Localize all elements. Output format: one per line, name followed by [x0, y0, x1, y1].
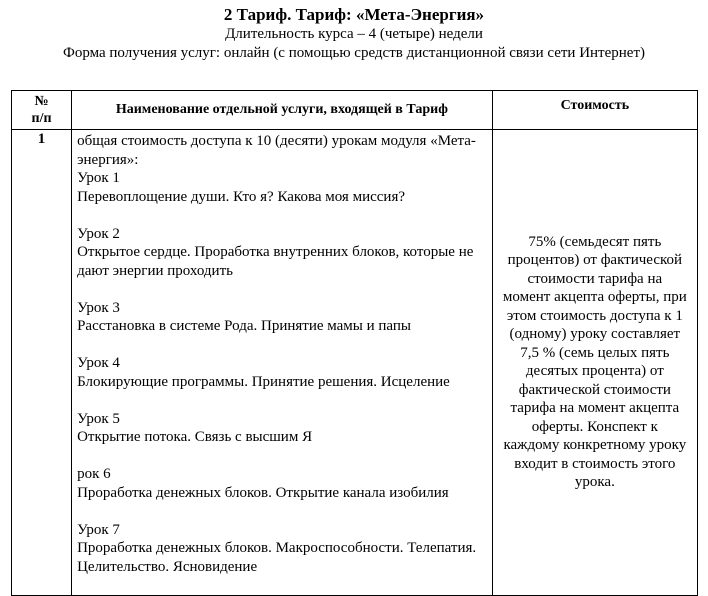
- lesson-label: Урок 3: [77, 299, 120, 316]
- column-header-cost: Стоимость: [492, 91, 697, 130]
- table-header-row: [12, 91, 698, 130]
- lesson-label: Урок 5: [77, 410, 120, 427]
- lesson-item: [77, 354, 488, 391]
- column-header-number-line1: №: [34, 94, 49, 109]
- lesson-label: Урок 7: [77, 521, 120, 538]
- course-duration: Длительность курса – 4 (четыре) недели: [225, 26, 483, 42]
- tariff-title: 2 Тариф. Тариф: «Мета-Энергия»: [223, 5, 485, 24]
- column-header-service-name: Наименование отдельной услуги, входящей в Тариф: [72, 91, 493, 130]
- lesson-text: Расстановка в системе Рода. Принятие мамы и папы: [77, 318, 411, 334]
- lesson-label: Урок 1: [77, 170, 120, 186]
- lesson-text: Проработка денежных блоков. Открытие канала изобилия: [77, 484, 449, 501]
- lesson-item: [77, 521, 488, 577]
- lesson-text: Перевоплощение души. Кто я? Какова моя миссия?: [77, 188, 406, 205]
- service-description: [72, 130, 493, 596]
- table-row: [12, 130, 698, 596]
- lesson-label: Урок 2: [77, 225, 120, 242]
- lesson-item: [77, 410, 488, 447]
- lesson-item: [77, 169, 488, 206]
- document-header: [0, 5, 708, 63]
- service-intro: общая стоимость доступа к 10 (десяти) урокам модуля «Мета-энергия»:: [77, 133, 476, 168]
- lesson-item: [77, 225, 488, 281]
- lesson-label: рок 6: [77, 466, 111, 482]
- lesson-item: [77, 299, 488, 336]
- lesson-label: Урок 4: [77, 355, 120, 371]
- column-header-number-line2: п/п: [31, 111, 52, 126]
- lesson-text: Проработка денежных блоков. Макроспособности. Телепатия. Целительство. Ясновидение: [77, 540, 477, 575]
- tariff-table: [11, 90, 698, 596]
- lesson-item: [77, 465, 488, 502]
- lesson-text: Открытое сердце. Проработка внутренних блоков, которые не дают энергии проходить: [77, 244, 474, 279]
- lesson-text: Открытие потока. Связь с высшим Я: [77, 429, 313, 445]
- column-header-number: [12, 91, 72, 130]
- lesson-text: Блокирующие программы. Принятие решения. Исцеление: [77, 373, 450, 390]
- service-cost: 75% (семьдесят пять процентов) от фактической стоимости тарифа на момент акцепта оферты, при этом стоимость доступа к 1 (одному) уроку составляет 7,5 % (семь целых пять десятых процента) от фактической стоимости тарифа на момент акцепта оферты. Конспект к каждому конкретному уроку входит в стоимость этого урока.: [492, 130, 697, 596]
- service-format: Форма получения услуг: онлайн (с помощью средств дистанционной связи сети Интернет): [62, 45, 646, 61]
- row-number: 1: [12, 130, 72, 596]
